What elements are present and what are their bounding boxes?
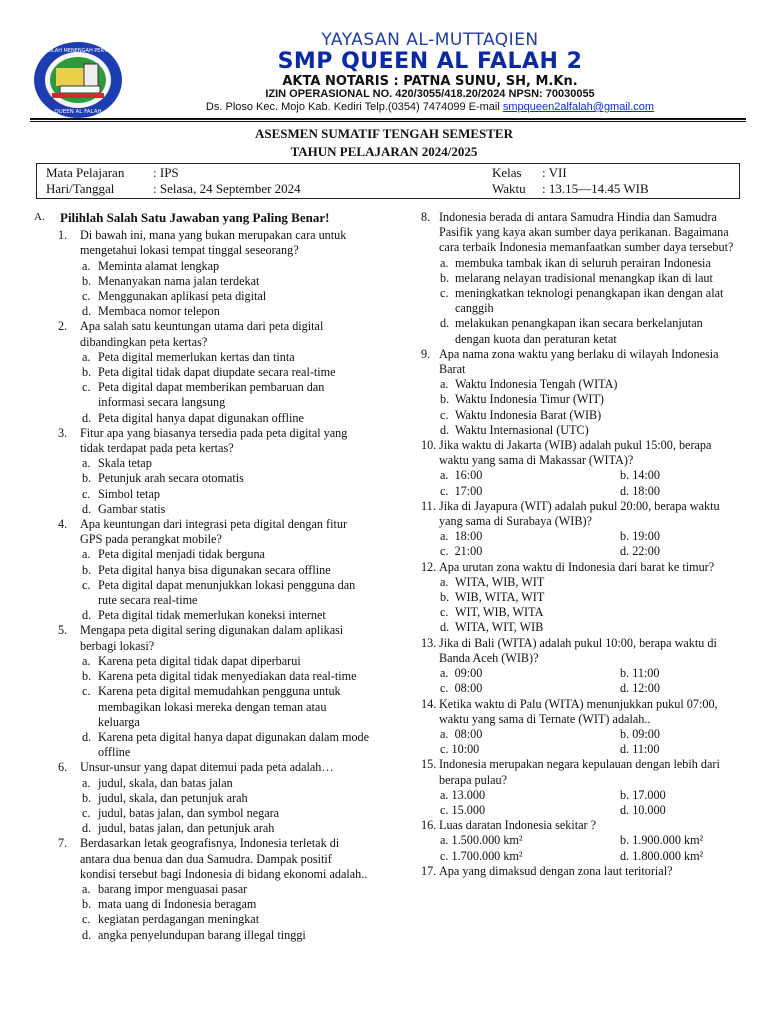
option: a. 18:00: [440, 529, 483, 544]
section-title: Pilihlah Salah Satu Jawaban yang Paling Benar!: [60, 210, 330, 225]
option: a. WITA, WIB, WIT: [440, 574, 545, 589]
option: a. Waktu Indonesia Tengah (WITA): [440, 377, 618, 392]
option: c. 1.700.000 km²: [440, 848, 523, 863]
option: a. Skala tetap: [82, 456, 152, 471]
option: c. Karena peta digital memudahkan pengguna untuk membagikan lokasi mereka dengan teman atau keluarga: [82, 684, 341, 729]
option: b. Petunjuk arah secara otomatis: [82, 471, 244, 486]
option: c. 21:00: [440, 544, 483, 559]
question-14: 14. Ketika waktu di Palu (WITA) menunjukkan pukul 07:00, waktu yang sama di Ternate (WIT) adalah..: [421, 696, 718, 726]
address-line: [130, 101, 730, 113]
option: d. 11:00: [620, 742, 660, 757]
option: b. Peta digital tidak dapat diupdate secara real-time: [82, 365, 336, 380]
question-11: 11. Jika di Jayapura (WIT) adalah pukul 20:00, berapa waktu yang sama di Surabaya (WIB)?: [421, 498, 720, 529]
option: c. 10:00: [440, 742, 480, 757]
school-logo-icon: [32, 40, 124, 120]
option: d. Peta digital tidak memerlukan koneksi internet: [82, 608, 326, 623]
question-13: 13. Jika di Bali (WITA) adalah pukul 10:00, berapa waktu di Banda Aceh (WIB)?: [421, 635, 717, 665]
option: d. angka penyelundupan barang illegal tinggi: [82, 927, 306, 942]
option: b. judul, skala, dan petunjuk arah: [82, 790, 248, 805]
option: b. 11:00: [620, 666, 660, 681]
class-value: : VII: [542, 165, 567, 180]
question-12: 12. Apa urutan zona waktu di Indonesia dari barat ke timur?: [421, 559, 715, 574]
option: b. 19:00: [620, 529, 660, 544]
option: b. 17.000: [620, 787, 666, 802]
option: d. Membaca nomor telepon: [82, 304, 220, 319]
question-column-right: [418, 210, 736, 879]
letterhead: [0, 0, 768, 122]
option: b. Peta digital hanya bisa digunakan secara offline: [82, 562, 331, 577]
option: c. Peta digital dapat memberikan pembaruan dan informasi secara langsung: [82, 380, 325, 410]
option: d. 1.800.000 km²: [620, 848, 704, 863]
question-8: 8. Indonesia berada di antara Samudra Hindia dan Samudra Pasifik yang kaya akan sumber daya perikanan. Bagaimana cara terbaik Indonesia memanfaatkan sumber daya tersebut?: [421, 210, 734, 255]
option: a. barang impor menguasai pasar: [82, 881, 248, 896]
question-1: 1. Di bawah ini, mana yang bukan merupakan cara untuk mengetahui lokasi tempat tinggal seseorang?: [58, 228, 347, 258]
question-16: 16. Luas daratan Indonesia sekitar ?: [421, 818, 597, 833]
exam-title: ASESMEN SUMATIF TENGAH SEMESTER: [254, 126, 513, 141]
option: c. WIT, WIB, WITA: [440, 605, 544, 620]
option: d. Peta digital hanya dapat digunakan offline: [82, 410, 304, 425]
logo-top-text: SEKOLAH MENENGAH PERTAMA: [38, 48, 118, 54]
option: b. WIB, WITA, WIT: [440, 590, 545, 605]
option: b. Karena peta digital tidak menyediakan data real-time: [82, 669, 357, 684]
option: b. mata uang di Indonesia beragam: [82, 897, 257, 912]
option: c. kegiatan perdagangan meningkat: [82, 912, 260, 927]
option: c. 08:00: [440, 681, 483, 696]
option: d. judul, batas jalan, dan petunjuk arah: [82, 821, 275, 836]
class-label: Kelas: [492, 165, 522, 180]
option: c. Waktu Indonesia Barat (WIB): [440, 407, 602, 422]
option: a. membuka tambak ikan di seluruh perairan Indonesia: [440, 255, 711, 270]
header-rule-thin: [30, 121, 746, 122]
option: c. Simbol tetap: [82, 486, 160, 501]
option: d. 10.000: [620, 802, 666, 817]
option: a. 08:00: [440, 726, 483, 741]
option-grid: [418, 727, 736, 757]
option-grid: [418, 788, 736, 818]
question-10: 10. Jika waktu di Jakarta (WIB) adalah pukul 15:00, berapa waktu yang sama di Makassar (WITA)?: [421, 438, 712, 468]
option: d. 22:00: [620, 544, 660, 559]
option: b. melarang nelayan tradisional menangkap ikan di laut: [440, 270, 713, 285]
school-name: SMP QUEEN AL FALAH 2: [277, 49, 583, 74]
address-text: Ds. Ploso Kec. Mojo Kab. Kediri Telp.(0354) 7474099 E-mail: [205, 101, 503, 113]
question-4: 4. Apa keuntungan dari integrasi peta digital dengan fitur GPS pada perangkat mobile?: [58, 517, 348, 547]
foundation-name: YAYASAN AL-MUTTAQIEN: [321, 30, 539, 50]
option: a. 09:00: [440, 666, 483, 681]
option: b. Waktu Indonesia Timur (WIT): [440, 392, 604, 407]
time-label: Waktu: [492, 181, 526, 196]
exam-info-box: [36, 163, 740, 199]
option: b. Menanyakan nama jalan terdekat: [82, 273, 260, 288]
option: a. 1.500.000 km²: [440, 833, 523, 848]
date-label: Hari/Tanggal: [46, 181, 115, 196]
subject-value: : IPS: [153, 165, 179, 180]
option: d. WITA, WIT, WIB: [440, 620, 544, 635]
question-3: 3. Fitur apa yang biasanya tersedia pada peta digital yang tidak terdapat pada peta kertas?: [58, 425, 348, 456]
option-grid: [418, 468, 736, 498]
option: a. Peta digital memerlukan kertas dan tinta: [82, 349, 295, 364]
option: a. 13.000: [440, 787, 486, 802]
question-6: 6. Unsur-unsur yang dapat ditemui pada peta adalah…: [58, 760, 334, 775]
option: c. Peta digital dapat menunjukkan lokasi pengguna dan rute secara real-time: [82, 577, 356, 608]
option: a. Peta digital menjadi tidak berguna: [82, 547, 265, 562]
option: a. judul, skala, dan batas jalan: [82, 775, 233, 790]
option: d. Karena peta digital hanya dapat digunakan dalam mode offline: [82, 729, 370, 760]
section-marker: A.: [34, 211, 45, 223]
option: a. Karena peta digital tidak dapat diperbarui: [82, 653, 301, 668]
logo-bottom-text: QUEEN AL FALAH: [54, 109, 102, 115]
question-5: 5. Mengapa peta digital sering digunakan dalam aplikasi berbagi lokasi?: [58, 623, 344, 653]
option: d. Gambar statis: [82, 501, 166, 516]
school-year: TAHUN PELAJARAN 2024/2025: [290, 144, 478, 159]
question-column-left: [30, 210, 370, 943]
option-grid: [418, 833, 736, 863]
option: d. Waktu Internasional (UTC): [440, 422, 589, 437]
option: c. 15.000: [440, 802, 486, 817]
option: d. melakukan penangkapan ikan secara berkelanjutan dengan kuota dan peraturan ketat: [440, 316, 703, 346]
time-value: : 13.15—14.45 WIB: [542, 181, 649, 196]
question-9: 9. Apa nama zona waktu yang berlaku di wilayah Indonesia Barat: [421, 346, 719, 377]
option: c. meningkatkan teknologi penangkapan ikan dengan alat canggih: [440, 286, 724, 316]
email-link[interactable]: smpqueen2alfalah@gmail.com: [502, 101, 655, 113]
question-2: 2. Apa salah satu keuntungan utama dari peta digital dibandingkan peta kertas?: [58, 319, 324, 349]
permit-line: IZIN OPERASIONAL NO. 420/3055/418.20/2024 NPSN: 70030055: [265, 88, 595, 100]
question-17: 17. Apa yang dimaksud dengan zona laut teritorial?: [421, 863, 673, 878]
subject-label: Mata Pelajaran: [46, 165, 125, 180]
option: c. Menggunakan aplikasi peta digital: [82, 289, 267, 304]
option: d. 18:00: [620, 483, 660, 498]
option: b. 1.900.000 km²: [620, 833, 704, 848]
option: c. judul, batas jalan, dan symbol negara: [82, 805, 280, 820]
option: a. 16:00: [440, 468, 483, 483]
option-grid: [418, 666, 736, 696]
option: a. Meminta alamat lengkap: [82, 258, 220, 273]
option-grid: [418, 529, 736, 559]
option: b. 09:00: [620, 726, 660, 741]
question-15: 15. Indonesia merupakan negara kepulauan dengan lebih dari berapa pulau?: [421, 757, 720, 787]
section-heading: [30, 210, 370, 225]
date-value: : Selasa, 24 September 2024: [153, 181, 301, 196]
question-7: 7. Berdasarkan letak geografisnya, Indonesia terletak di antara dua benua dan dua Samudra. Dampak positif kondisi tersebut bagi Indonesia di bidang ekonomi adalah..: [58, 836, 368, 881]
notary-line: AKTA NOTARIS : PATNA SUNU, SH, M.Kn.: [282, 74, 578, 89]
option: b. 14:00: [620, 468, 660, 483]
option: d. 12:00: [620, 681, 660, 696]
header-rule: [30, 118, 746, 120]
option: c. 17:00: [440, 483, 483, 498]
